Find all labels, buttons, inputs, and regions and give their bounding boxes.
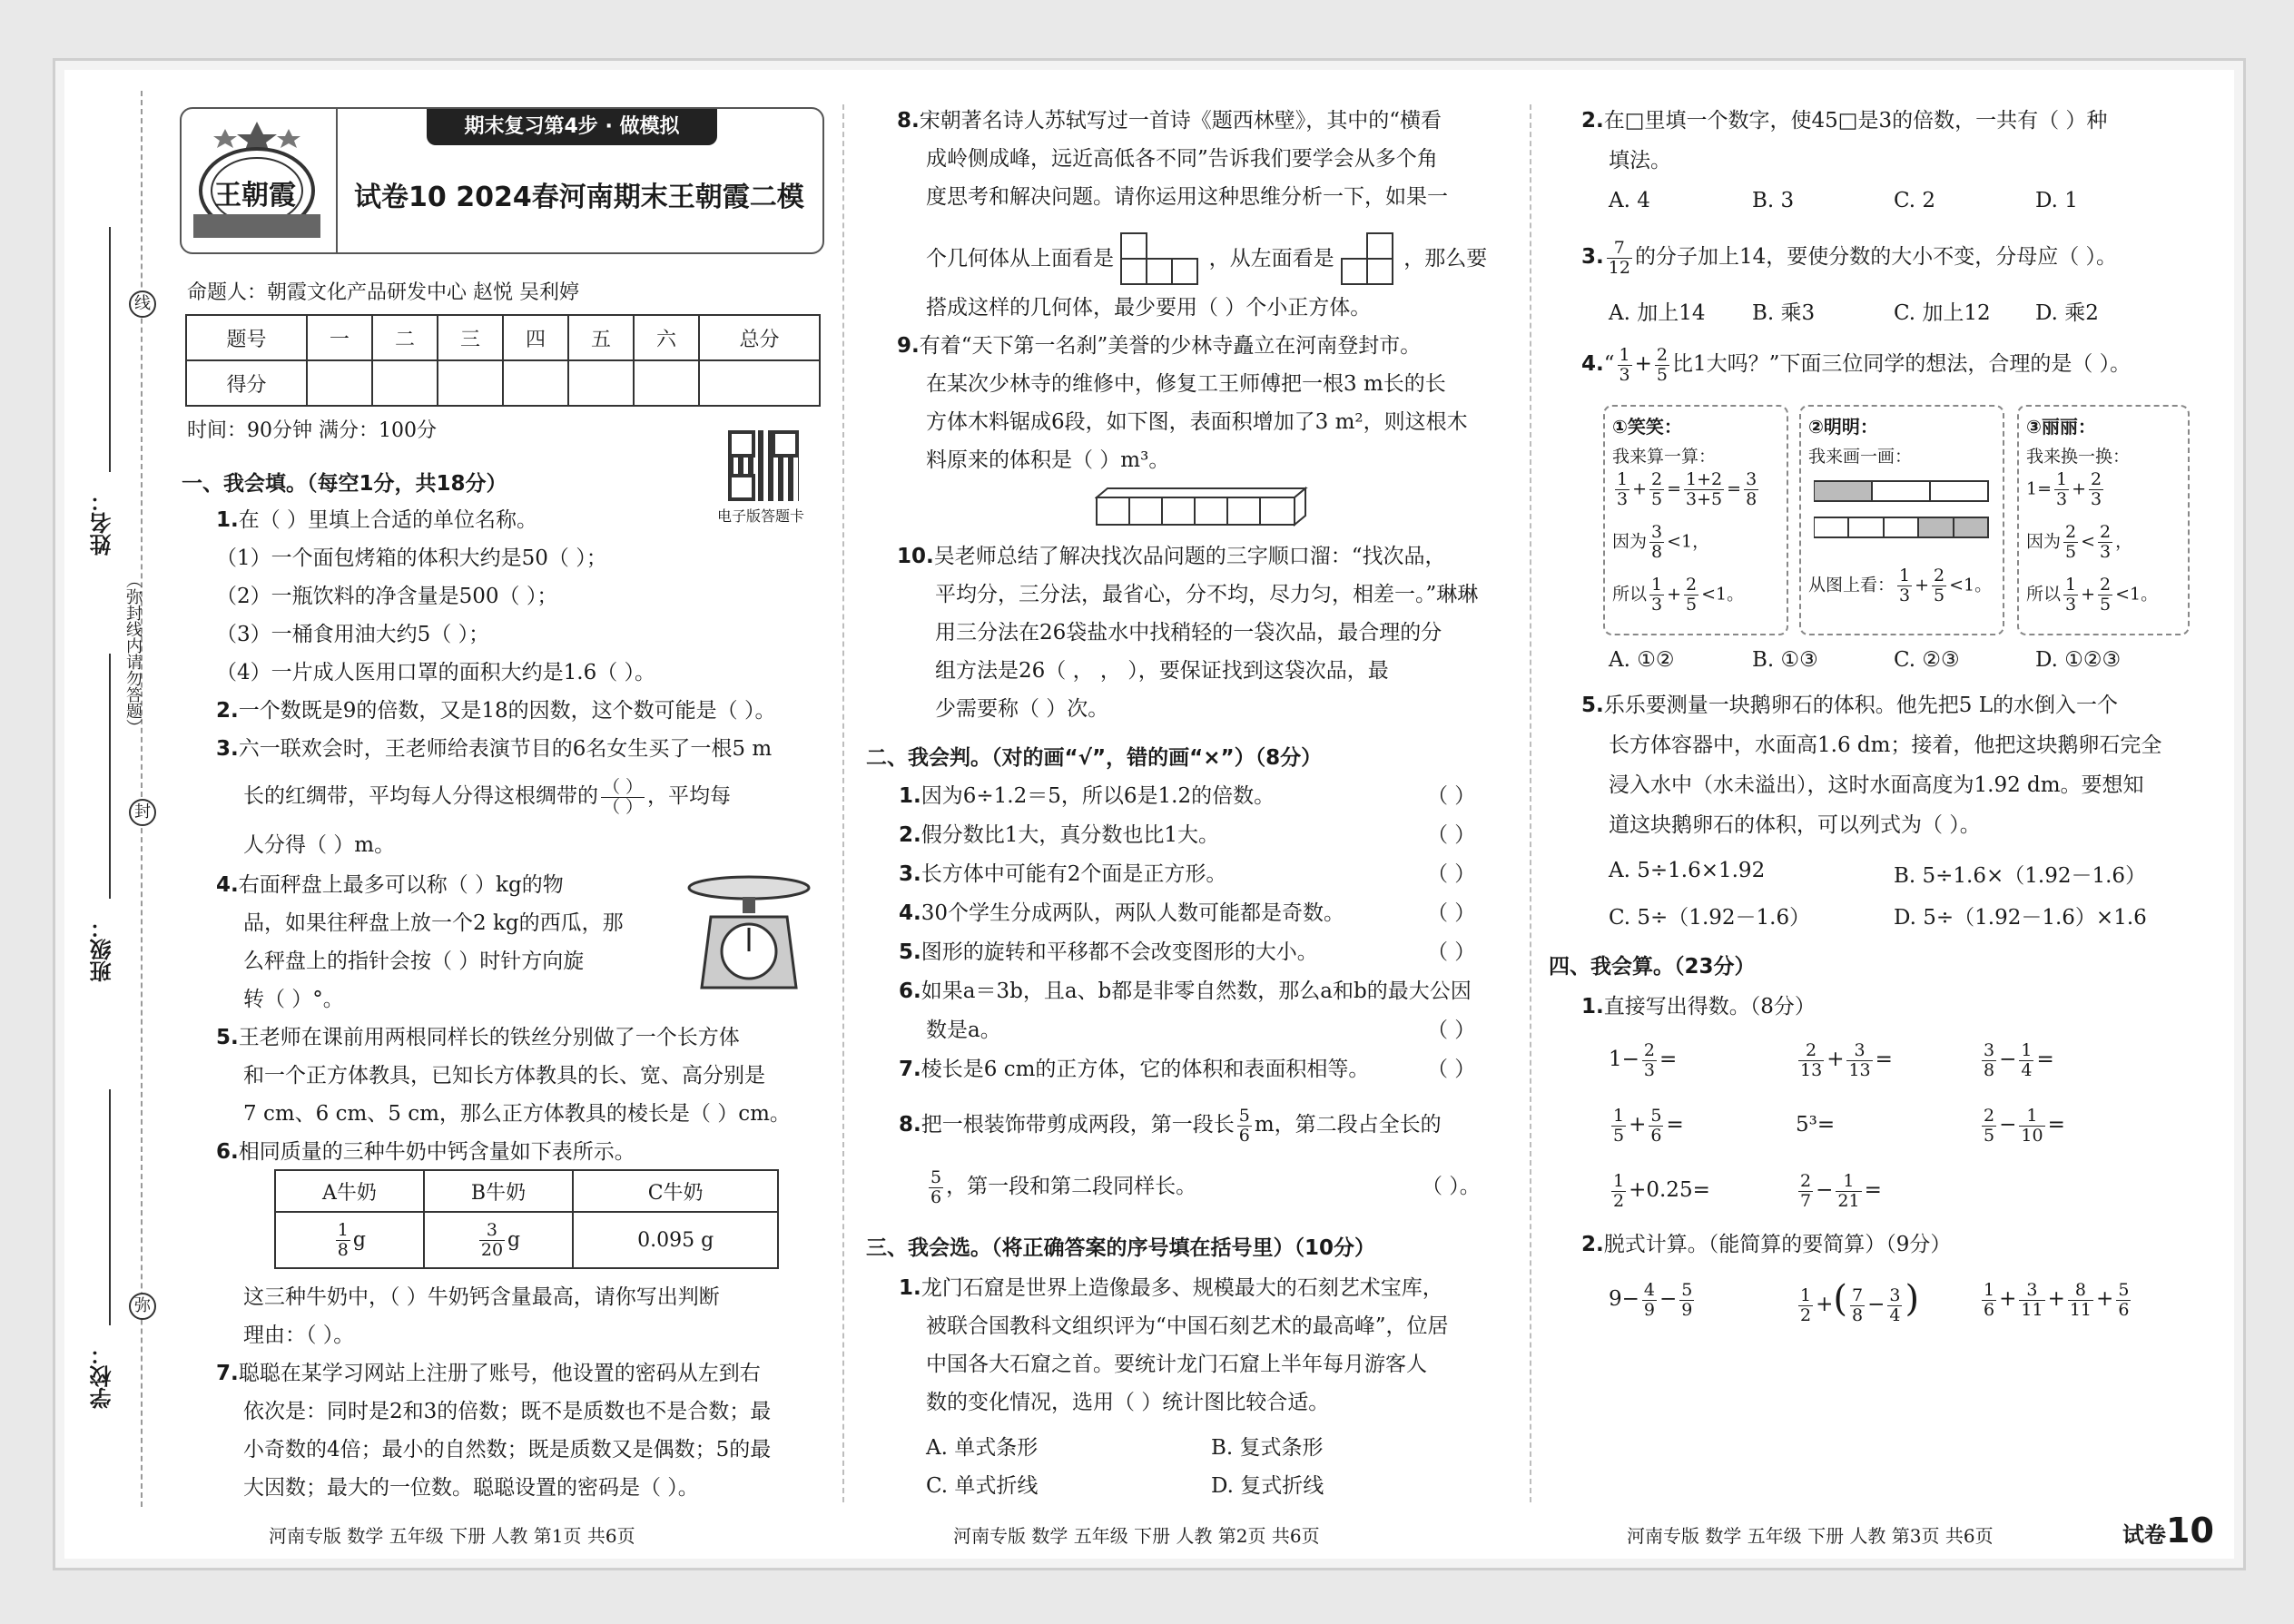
header-divider (336, 109, 338, 252)
choice-5-line: 5.乐乐要测量一块鹅卵石的体积。他先把5 L的水倒入一个 (1581, 694, 2118, 717)
choice-5-line: 道这块鹅卵石的体积，可以列式为（ ）。 (1609, 813, 1981, 837)
seal-mark-line: 线 (129, 290, 156, 318)
class-line (109, 654, 111, 899)
choice-option[interactable]: B. 乘3 (1752, 301, 1816, 325)
think-text: 我来画一画： (1808, 447, 1913, 467)
judge-item: 6.如果a＝3b，且a、b都是非零自然数，那么a和b的最大公因 (899, 979, 1472, 1003)
calc-2-title: 2.脱式计算。（能简算的要简算）（9分） (1581, 1233, 1952, 1256)
authors-line: 命题人：朝霞文化产品研发中心 赵悦 吴利婷 (187, 281, 579, 304)
class-label: 班级： (90, 917, 115, 982)
score-input-cell[interactable] (307, 360, 372, 406)
judge-item: 4.30个学生分成两队，两队人数可能都是奇数。 (899, 901, 1345, 925)
name-label: 姓名： (90, 490, 115, 556)
qr-label: 电子版答题卡 (717, 507, 805, 525)
choice-5-line: 浸入水中（水未溢出），这时水面高度为1.92 dm。要想知 (1609, 773, 2144, 797)
s1-line: 长的红绸带，平均每人分得这根绸带的 $\frac{( )}{( )}$ ，平均每 (243, 776, 732, 817)
calc-1-title: 1.直接写出得数。（8分） (1581, 995, 1816, 1019)
choice-1-line: 中国各大石窟之首。要统计龙门石窟上半年每月游客人 (926, 1353, 1427, 1376)
choice-option[interactable]: D. 1 (2035, 189, 2078, 212)
q8-line: 搭成这样的几何体，最少要用（ ）个小正方体。 (926, 296, 1372, 320)
s1-line: 7 cm、6 cm、5 cm，那么正方体教具的棱长是（ ）cm。 (243, 1102, 791, 1126)
choice-option[interactable]: A. 4 (1609, 189, 1650, 212)
section-3-title: 三、我会选。（将正确答案的序号填在括号里）（10分） (866, 1236, 1376, 1260)
choice-option[interactable]: A. 单式条形 (926, 1436, 1039, 1460)
score-header-cell: 一 (307, 315, 372, 360)
time-info: 时间：90分钟 满分：100分 (187, 419, 437, 442)
milk-a-value: $\frac{1}{8}$ g (275, 1212, 424, 1268)
s1-line: 6.相同质量的三种牛奶中钙含量如下表所示。 (216, 1140, 635, 1164)
q9-line: 9.有着“天下第一名刹”美誉的少林寺矗立在河南登封市。 (897, 334, 1422, 358)
step-calc-item: $\frac{1}{2}$ +( $\frac{7}{8}$ − $\frac{3}{4}$ ) (1800, 1278, 1920, 1325)
name-line (109, 227, 111, 472)
s1-line: 4.右面秤盘上最多可以称（ ）kg的物 (216, 873, 564, 897)
s1-line: 么秤盘上的指针会按（ ）时针方向旋 (243, 950, 585, 973)
judge-answer-paren[interactable]: （ ） (1427, 823, 1476, 847)
judge-item-8: 8.把一根装饰带剪成两段，第一段长 $\frac{5}{6}$ m，第二段占全长的 (899, 1105, 1442, 1146)
judge-item: 3.长方体中可能有2个面是正方形。 (899, 862, 1227, 886)
s1-line: 理由：（ ）。 (243, 1324, 355, 1347)
q10-line: 用三分法在26袋盐水中找稍轻的一袋次品，最合理的分 (935, 621, 1442, 645)
think-title: ③丽丽： (2026, 416, 2096, 438)
milk-c-value: 0.095 g (573, 1212, 778, 1268)
q8-line: 个几何体从上面看是 ，从左面看是 ，那么要 (926, 232, 1487, 287)
score-header-cell: 五 (568, 315, 634, 360)
column-divider-2 (1530, 104, 1531, 1502)
judge-item: 1.因为6÷1.2＝5，所以6是1.2的倍数。 (899, 784, 1275, 808)
choice-option[interactable]: D. 5÷（1.92－1.6）×1.6 (1894, 906, 2147, 930)
q9-line: 料原来的体积是（ ）m³。 (926, 448, 1170, 472)
think-text: 我来换一换： (2026, 447, 2131, 467)
q9-line: 方体木料锯成6段，如下图，表面积增加了3 m²，则这根木 (926, 410, 1468, 434)
s1-line: 2.一个数既是9的倍数，又是18的因数，这个数可能是（ ）。 (216, 699, 776, 723)
think-text: 我来算一算： (1612, 447, 1717, 467)
choice-option[interactable]: B. 3 (1752, 189, 1795, 212)
score-header-cell: 六 (634, 315, 699, 360)
judge-item: 数是a。 (926, 1019, 1001, 1042)
q8-line: 8.宋朝著名诗人苏轼写过一首诗《题西林壁》，其中的“横看 (897, 109, 1442, 133)
score-header-cell: 三 (438, 315, 503, 360)
s1-line: （2）一瓶饮料的净含量是500（ ）； (216, 585, 558, 608)
choice-option[interactable]: D. 复式折线 (1211, 1474, 1324, 1498)
q10-line: 10.吴老师总结了解决找次品问题的三字顺口溜：“找次品， (897, 545, 1446, 568)
left-view-figure (1341, 232, 1397, 287)
q10-line: 少需要称（ ）次。 (935, 697, 1109, 721)
choice-option[interactable]: C. 单式折线 (926, 1474, 1039, 1498)
choice-2-line: 填法。 (1609, 149, 1671, 172)
judge-item-8-cont: $\frac{5}{6}$ ，第一段和第二段同样长。 (930, 1166, 1197, 1207)
choice-option[interactable]: D. ①②③ (2035, 648, 2122, 672)
think-math: 因为 $\frac{3}{8}$ <1， (1612, 522, 1710, 562)
choice-3-line: 3. $\frac{7}{12}$ 的分子加上14，要使分数的大小不变，分母应（ ）。 (1581, 237, 2118, 278)
choice-option[interactable]: C. ②③ (1894, 648, 1960, 672)
q10-line: 组方法是26（ ， ， ），要保证找到这袋次品，最 (935, 659, 1389, 683)
score-row-label: 得分 (186, 360, 307, 406)
milk-header: A牛奶 (275, 1170, 424, 1212)
seal-mark-seal: 封 (129, 799, 156, 826)
section-4-title: 四、我会算。（23分） (1549, 955, 1756, 979)
judge-answer-paren[interactable]: （ ） (1427, 940, 1476, 964)
header-box (180, 107, 824, 254)
step-calc-item: 9− $\frac{4}{9}$ − $\frac{5}{9}$ (1609, 1279, 1693, 1320)
score-input-cell[interactable] (634, 360, 699, 406)
score-table (185, 314, 821, 407)
scale-icon (685, 871, 812, 999)
judge-answer-paren[interactable]: （ ）。 (1422, 1175, 1481, 1198)
score-input-cell[interactable] (372, 360, 438, 406)
think-math: $\frac{1}{3}$ + $\frac{2}{5}$ = $\frac{1+2}{3+5}$ = $\frac{3}{8}$ (1617, 469, 1757, 509)
choice-option[interactable]: B. 5÷1.6×（1.92－1.6） (1894, 864, 2147, 888)
footer-page-3: 河南专版 数学 五年级 下册 人教 第3页 共6页 (1627, 1525, 1994, 1547)
milk-header: C牛奶 (573, 1170, 778, 1212)
judge-answer-paren[interactable]: （ ） (1427, 784, 1476, 808)
think-box-lili (2017, 405, 2190, 635)
choice-option[interactable]: C. 2 (1894, 189, 1936, 212)
school-label: 学校： (90, 1343, 115, 1409)
section-2-title: 二、我会判。（对的画“√”，错的画“×”）（8分） (866, 746, 1323, 770)
s1-line: 7.聪聪在某学习网站上注册了账号，他设置的密码从左到右 (216, 1362, 761, 1385)
q8-line: 成岭侧成峰，远近高低各不同”告诉我们要学会从多个角 (926, 147, 1438, 171)
choice-option[interactable]: B. 复式条形 (1211, 1436, 1324, 1460)
score-header-cell: 四 (503, 315, 568, 360)
choice-1-line: 数的变化情况，选用（ ）统计图比较合适。 (926, 1391, 1330, 1414)
choice-1-line: 被联合国教科文组织评为“中国石刻艺术的最高峰”，位居 (926, 1314, 1449, 1338)
mental-calc-item: $\frac{2}{7}$ − $\frac{1}{21}$ = (1800, 1170, 1882, 1211)
score-header-cell: 二 (372, 315, 438, 360)
column-divider-1 (842, 104, 844, 1502)
choice-option[interactable]: A. 加上14 (1609, 301, 1706, 325)
mental-calc-item: $\frac{1}{2}$ +0.25= (1613, 1170, 1710, 1211)
mental-calc-item: $\frac{2}{5}$ − $\frac{1}{10}$ = (1984, 1105, 2065, 1146)
s1-line: 依次是：同时是2和3的倍数；既不是质数也不是合数；最 (243, 1400, 772, 1423)
mental-calc-item: $\frac{1}{5}$ + $\frac{5}{6}$ = (1613, 1105, 1684, 1146)
choice-2-line: 2.在□里填一个数字，使45□是3的倍数，一共有（ ）种 (1581, 109, 2108, 133)
choice-5-line: 长方体容器中，水面高1.6 dm；接着，他把这块鹅卵石完全 (1609, 733, 2162, 757)
choice-option[interactable]: B. ①③ (1752, 648, 1818, 672)
milk-header: B牛奶 (424, 1170, 573, 1212)
mental-calc-item: 1− $\frac{2}{3}$ = (1609, 1039, 1678, 1080)
score-input-cell[interactable] (699, 360, 820, 406)
s1-line: 转（ ）°。 (243, 988, 344, 1011)
score-header-cell: 总分 (699, 315, 820, 360)
judge-item: 5.图形的旋转和平移都不会改变图形的大小。 (899, 940, 1318, 964)
think-math: 所以 $\frac{1}{3}$ + $\frac{2}{5}$ <1。 (1612, 575, 1745, 615)
judge-item: 2.假分数比1大，真分数也比1大。 (899, 823, 1220, 847)
choice-option[interactable]: A. ①② (1609, 648, 1675, 672)
judge-answer-paren[interactable]: （ ） (1427, 1058, 1476, 1081)
qr-code[interactable] (728, 430, 799, 501)
think-math: 所以 $\frac{1}{3}$ + $\frac{2}{5}$ <1。 (2026, 575, 2159, 615)
top-view-figure (1120, 232, 1202, 287)
q10-line: 平均分，三分法，最省心，分不均，尽力匀，相差一。”琳琳 (935, 583, 1479, 606)
section-1-title: 一、我会填。（每空1分，共18分） (182, 472, 507, 496)
q9-line: 在某次少林寺的维修中，修复工王师傅把一根3 m长的长 (926, 372, 1446, 396)
s1-line: 1.在（ ）里填上合适的单位名称。 (216, 508, 538, 532)
mental-calc-item: $\frac{3}{8}$ − $\frac{1}{4}$ = (1984, 1039, 2054, 1080)
s1-line: 5.王老师在课前用两根同样长的铁丝分别做了一个长方体 (216, 1026, 740, 1049)
paper-number-badge: 试卷10 (2122, 1511, 2214, 1550)
milk-b-value: $\frac{3}{20}$ g (424, 1212, 573, 1268)
step-label: 期末复习第4步 · 做模拟 (427, 109, 717, 145)
think-math: 1= $\frac{1}{3}$ + $\frac{2}{3}$ (2026, 469, 2102, 509)
think-title: ①笑笑： (1612, 416, 1682, 438)
choice-option[interactable]: C. 加上12 (1894, 301, 1991, 325)
choice-option[interactable]: C. 5÷（1.92－1.6） (1609, 906, 1811, 930)
judge-answer-paren[interactable]: （ ） (1427, 862, 1476, 886)
judge-item: 7.棱长是6 cm的正方体，它的体积和表面积相等。 (899, 1058, 1370, 1081)
think-math: 从图上看： $\frac{1}{3}$ + $\frac{2}{5}$ <1。 (1808, 566, 1993, 605)
think-title: ②明明： (1808, 416, 1878, 438)
school-line (109, 1089, 111, 1325)
score-input-cell[interactable] (503, 360, 568, 406)
choice-option[interactable]: A. 5÷1.6×1.92 (1609, 859, 1766, 882)
choice-4-line: 4.“ $\frac{1}{3}$ + $\frac{2}{5}$ 比1大吗？”下面三位同学的想法，合理的是（ ）。 (1581, 344, 2132, 385)
s1-line: 品，如果往秤盘上放一个2 kg的西瓜，那 (243, 911, 624, 935)
step-calc-item: $\frac{1}{6}$ + $\frac{3}{11}$ + $\frac{8}{11}$ + $\frac{5}{6}$ (1984, 1279, 2130, 1320)
footer-page-1: 河南专版 数学 五年级 下册 人教 第1页 共6页 (269, 1525, 635, 1547)
footer-page-2: 河南专版 数学 五年级 下册 人教 第2页 共6页 (953, 1525, 1320, 1547)
s1-line: 小奇数的4倍；最小的自然数；既是质数又是偶数；5的最 (243, 1438, 772, 1462)
think-math: 因为 $\frac{2}{5}$ < $\frac{2}{3}$ ， (2026, 522, 2133, 562)
judge-answer-paren[interactable]: （ ） (1427, 1019, 1476, 1042)
choice-option[interactable]: D. 乘2 (2035, 301, 2099, 325)
paper-title: 试卷10 2024春河南期末王朝霞二模 (354, 182, 804, 213)
think-box-xiaoxiao (1603, 405, 1788, 635)
think-box-mingming (1799, 405, 2004, 635)
seal-note: （弥封线内请勿答题） (123, 572, 143, 735)
s1-line: （3）一桶食用油大约5（ ）； (216, 623, 490, 646)
s1-line: （4）一片成人医用口罩的面积大约是1.6（ ）。 (216, 661, 656, 684)
seal-mark-mi: 弥 (129, 1293, 156, 1320)
fraction-bar-diagram (1814, 479, 1992, 543)
mental-calc-item: 5³= (1796, 1113, 1836, 1137)
s1-line: 大因数；最大的一位数。聪聪设置的密码是（ ）。 (243, 1476, 699, 1500)
s1-line: （1）一个面包烤箱的体积大约是50（ ）； (216, 546, 607, 570)
mental-calc-item: $\frac{2}{13}$ + $\frac{3}{13}$ = (1800, 1039, 1893, 1080)
score-input-cell[interactable] (568, 360, 634, 406)
s1-line: 人分得（ ）m。 (243, 833, 396, 857)
q8-line: 度思考和解决问题。请你运用这种思维分析一下，如果一 (926, 185, 1448, 209)
s1-line: 和一个正方体教具，已知长方体教具的长、宽、高分别是 (243, 1064, 765, 1088)
s1-line: 这三种牛奶中，（ ）牛奶钙含量最高，请你写出判断 (243, 1285, 720, 1309)
judge-answer-paren[interactable]: （ ） (1427, 901, 1476, 925)
score-header-cell: 题号 (186, 315, 307, 360)
logo-text: 王朝霞 (214, 180, 296, 212)
milk-table (274, 1169, 779, 1269)
logo (189, 116, 325, 243)
s1-line: 3.六一联欢会时，王老师给表演节目的6名女生买了一根5 m (216, 737, 773, 761)
choice-1-line: 1.龙门石窟是世界上造像最多、规模最大的石刻艺术宝库， (899, 1276, 1443, 1300)
timber-figure (1095, 487, 1313, 528)
score-input-cell[interactable] (438, 360, 503, 406)
